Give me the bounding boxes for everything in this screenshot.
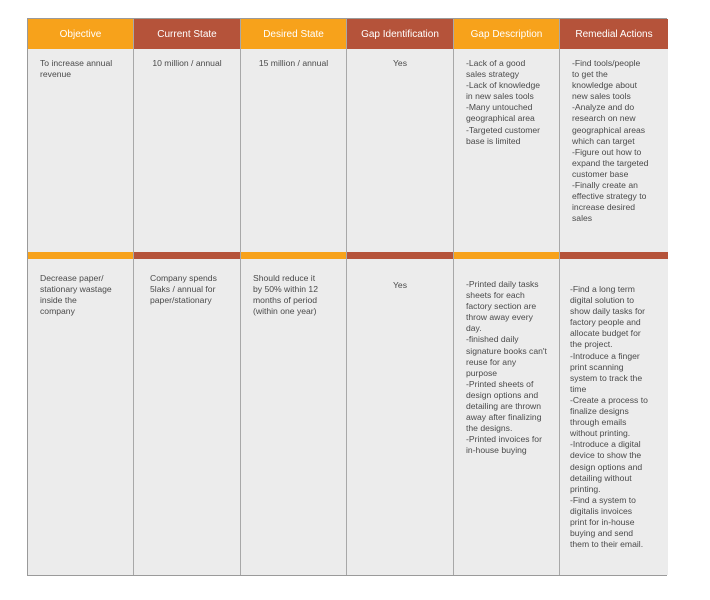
row2-current-state: Company spends 5laks / annual for paper/stationary [134,259,241,575]
header-gap-description: Gap Description [454,19,560,49]
row2-gap-description: -Printed daily tasks sheets for each factory section are throw away every day. -finished daily signature books can't reuse for any purpose -Printed sheets of design options and detailing are thrown away after finalizing the designs. -Printed invoices for in-house buying [454,259,560,575]
header-objective: Objective [28,19,134,49]
header-gap-identification: Gap Identification [347,19,454,49]
row1-remedial-actions: -Find tools/people to get the knowledge about new sales tools -Analyze and do research on new geographical areas which can target -Figure out how to expand the targeted customer base -Finally create an effective strategy to increase desired sales [560,49,668,252]
header-desired-state: Desired State [241,19,347,49]
row-separator [28,252,134,259]
row1-gap-description: -Lack of a good sales strategy -Lack of knowledge in new sales tools -Many untouched geographical area -Targeted customer base is limited [454,49,560,252]
row2-desired-state: Should reduce it by 50% within 12 months of period (within one year) [241,259,347,575]
row2-objective: Decrease paper/ stationary wastage inside the company [28,259,134,575]
row1-objective: To increase annual revenue [28,49,134,252]
row1-desired-state: 15 million / annual [241,49,347,252]
row1-current-state: 10 million / annual [134,49,241,252]
row-separator [454,252,560,259]
row-separator [134,252,241,259]
row2-gap-identification: Yes [347,259,454,575]
header-current-state: Current State [134,19,241,49]
gap-analysis-table [27,18,667,576]
row-separator [241,252,347,259]
row2-remedial-actions: -Find a long term digital solution to show daily tasks for factory people and allocate budget for the project. -Introduce a finger print scanning system to track the time -Create a process to finalize designs through emails without printing. -Introduce a digital device to show the design options and detailing without printing. -Find a system to digitalis invoices print for in-house buying and send them to their email. [560,259,668,575]
row1-gap-identification: Yes [347,49,454,252]
header-remedial-actions: Remedial Actions [560,19,668,49]
row-separator [560,252,668,259]
row-separator [347,252,454,259]
